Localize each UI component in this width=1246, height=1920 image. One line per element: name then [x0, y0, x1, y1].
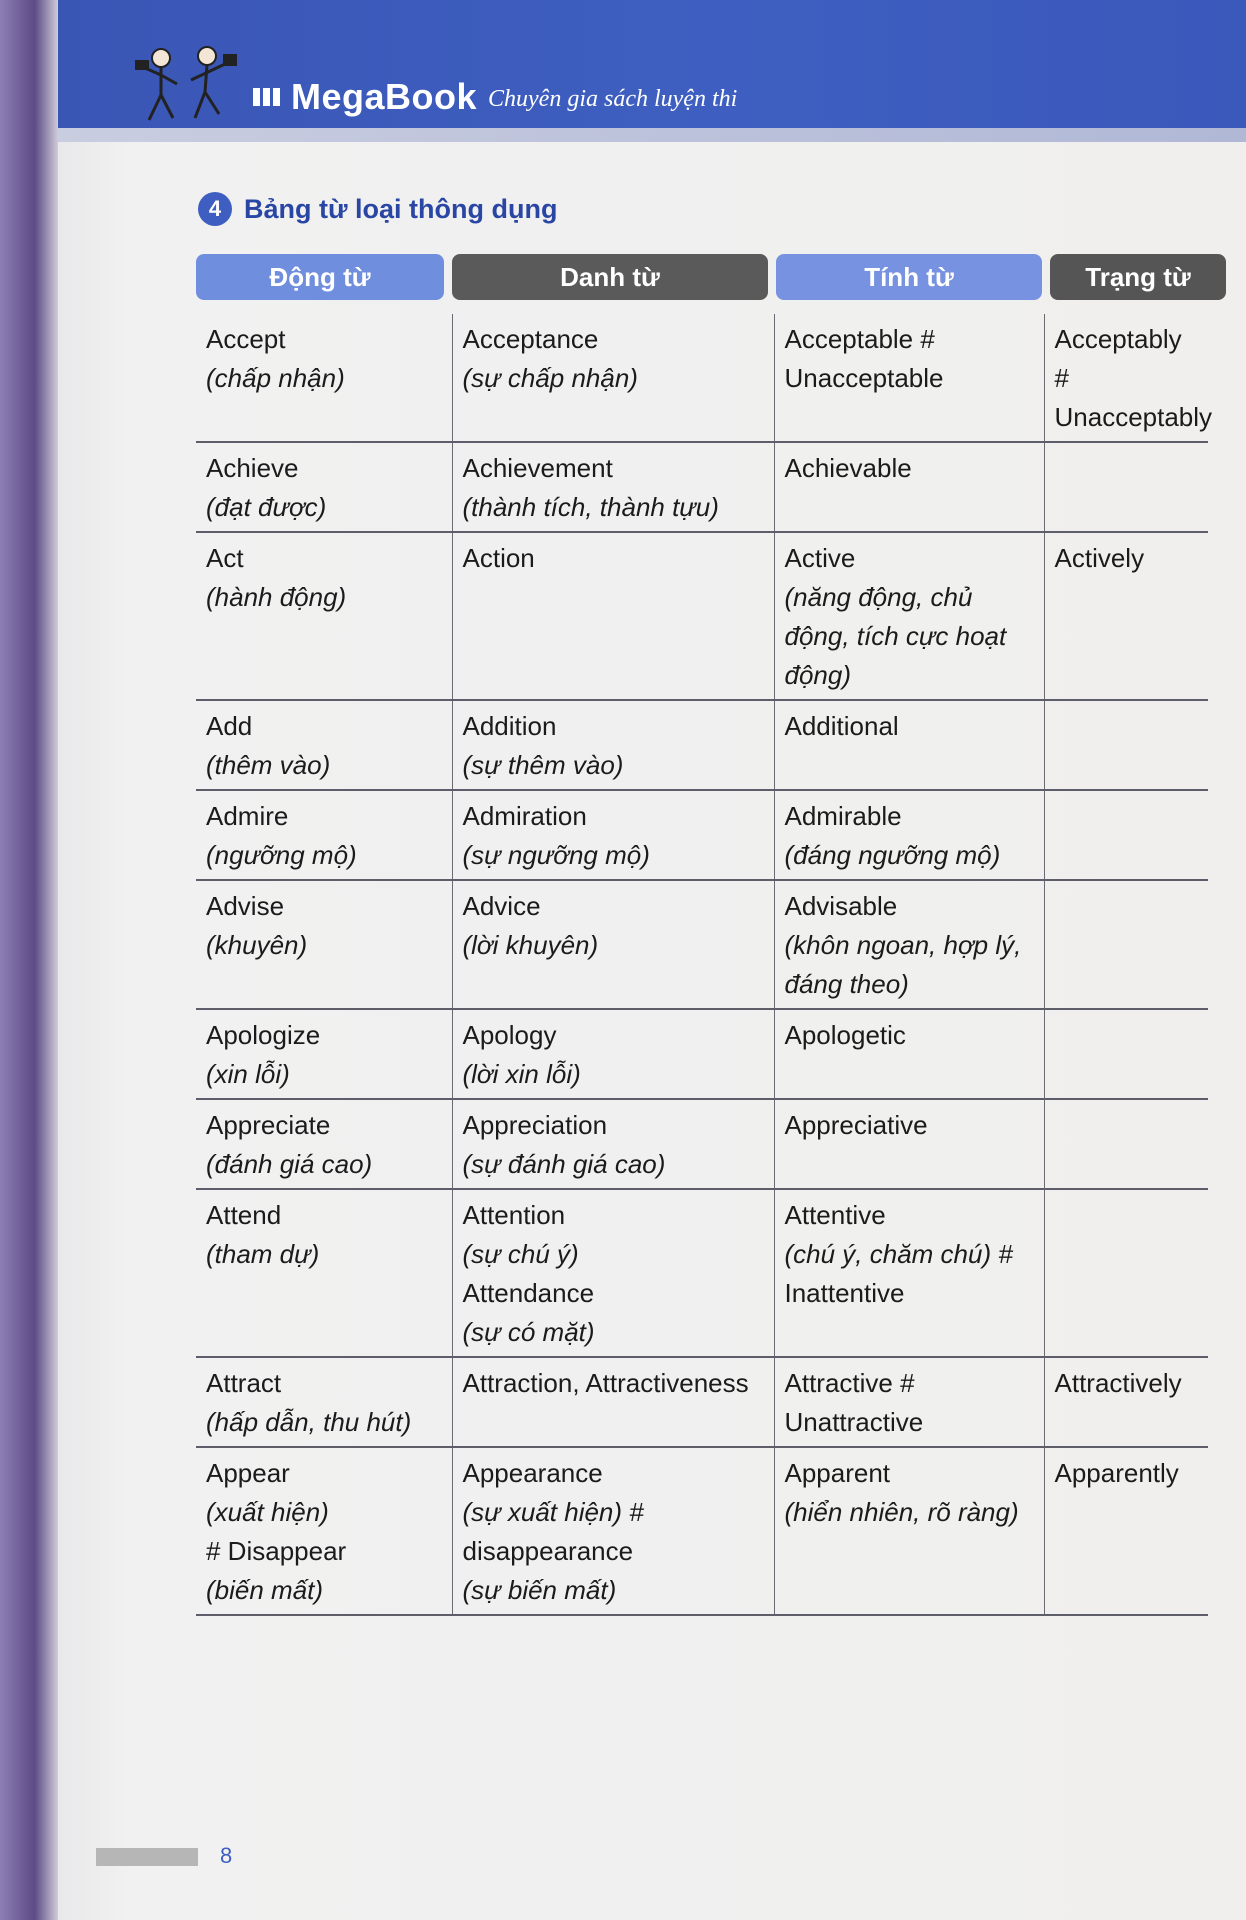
table-row [196, 1447, 1208, 1615]
cell-adj [774, 1099, 1044, 1189]
cell-noun [452, 1189, 774, 1357]
cell-verb [196, 314, 452, 442]
cell-adv [1044, 1099, 1208, 1189]
word-text: Appreciation [462, 1110, 608, 1140]
word-text: Unacceptable [784, 363, 944, 393]
cell-verb [196, 1189, 452, 1357]
table-row [196, 532, 1208, 700]
word-text: Additional [784, 711, 899, 741]
cell-adj [774, 314, 1044, 442]
meaning-text: (hiển nhiên, rõ ràng) [784, 1497, 1019, 1527]
meaning-text: (thành tích, thành tựu) [462, 492, 719, 522]
word-text: Appreciate [206, 1110, 331, 1140]
cell-noun [452, 1357, 774, 1447]
word-text: Apology [462, 1020, 557, 1050]
word-text: Appear [206, 1458, 290, 1488]
cell-adj [774, 1189, 1044, 1357]
cell-adj [774, 532, 1044, 700]
cell-adv [1044, 314, 1213, 442]
meaning-text: đáng theo) [784, 969, 909, 999]
cell-verb [196, 442, 452, 532]
word-text: Admire [206, 801, 289, 831]
meaning-text: (sự chấp nhận) [462, 363, 638, 393]
word-text: Appreciative [784, 1110, 928, 1140]
cell-adj [774, 880, 1044, 1009]
word-text: Acceptance [462, 324, 599, 354]
cell-verb [196, 1357, 452, 1447]
brand-tagline: Chuyên gia sách luyện thi [488, 86, 738, 112]
cell-verb [196, 790, 452, 880]
section-heading [198, 192, 558, 226]
cell-verb [196, 532, 452, 700]
word-text: Apparent [784, 1458, 891, 1488]
meaning-text: (hành động) [206, 582, 347, 612]
meaning-text: (chấp nhận) [206, 363, 345, 393]
word-text: Advise [206, 891, 285, 921]
word-text: Attractively [1054, 1368, 1182, 1398]
word-text: Attend [206, 1200, 282, 1230]
cell-adv [1044, 1447, 1208, 1615]
meaning-text: (xuất hiện) [206, 1497, 329, 1527]
cell-adj [774, 1447, 1044, 1615]
meaning-text: (xin lỗi) [206, 1059, 290, 1089]
meaning-text: (đáng ngưỡng mộ) [784, 840, 1001, 870]
page-number: 8 [220, 1843, 233, 1868]
cell-adj [774, 1009, 1044, 1099]
word-text: Attract [206, 1368, 282, 1398]
cell-adv [1044, 532, 1208, 700]
word-text: Admirable [784, 801, 902, 831]
word-text: Attraction, Attractiveness [462, 1368, 749, 1398]
meaning-text: (ngưỡng mộ) [206, 840, 357, 870]
word-text: Attention [462, 1200, 566, 1230]
cell-adj [774, 790, 1044, 880]
cell-noun [452, 1099, 774, 1189]
table-row [196, 880, 1208, 1009]
meaning-text: (biến mất) [206, 1575, 324, 1605]
banner-edge [58, 128, 1246, 142]
meaning-text: (sự có mặt) [462, 1317, 595, 1347]
cell-noun [452, 532, 774, 700]
word-text: Acceptable # [784, 324, 935, 354]
cell-adv [1044, 1189, 1208, 1357]
table-row [196, 1189, 1208, 1357]
word-text: Achievement [462, 453, 613, 483]
word-text: Accept [206, 324, 286, 354]
section-number-badge: 4 [198, 192, 232, 226]
word-text: Act [206, 543, 244, 573]
meaning-text: (sự xuất hiện) # [462, 1497, 644, 1527]
word-text: Inattentive [784, 1278, 905, 1308]
cell-adv [1044, 700, 1208, 790]
meaning-text: (khôn ngoan, hợp lý, [784, 930, 1022, 960]
word-text: Addition [462, 711, 557, 741]
cell-adv [1044, 880, 1208, 1009]
word-text: Advice [462, 891, 541, 921]
meaning-text: (năng động, chủ [784, 582, 973, 612]
table-row [196, 442, 1208, 532]
word-text: Acceptably # [1054, 324, 1182, 393]
meaning-text: (sự ngưỡng mộ) [462, 840, 650, 870]
cell-adj [774, 700, 1044, 790]
cell-adv [1044, 790, 1208, 880]
book-page [58, 0, 1246, 1920]
footer-bar [96, 1848, 198, 1866]
cell-verb [196, 1099, 452, 1189]
table-row [196, 1099, 1208, 1189]
meaning-text: (lời xin lỗi) [462, 1059, 581, 1089]
word-text: Attendance [462, 1278, 595, 1308]
word-text: disappearance [462, 1536, 634, 1566]
meaning-text: động, tích cực hoạt [784, 621, 1007, 651]
cell-verb [196, 1009, 452, 1099]
word-text: Admiration [462, 801, 587, 831]
word-form-table [196, 254, 1230, 1616]
word-text: Apologetic [784, 1020, 906, 1050]
meaning-text: (đạt được) [206, 492, 327, 522]
brand-logo [253, 76, 477, 118]
cell-noun [452, 1009, 774, 1099]
header-adjective: Tính từ [776, 254, 1042, 300]
word-text: Unattractive [784, 1407, 924, 1437]
meaning-text: (hấp dẫn, thu hút) [206, 1407, 412, 1437]
meaning-text: (sự đánh giá cao) [462, 1149, 666, 1179]
word-text: Unacceptably [1054, 402, 1213, 432]
cell-noun [452, 442, 774, 532]
header-noun: Danh từ [452, 254, 768, 300]
meaning-text: (lời khuyên) [462, 930, 599, 960]
word-text: Apparently [1054, 1458, 1179, 1488]
cell-noun [452, 700, 774, 790]
cell-verb [196, 1447, 452, 1615]
cell-adv [1044, 1357, 1208, 1447]
book-spine [0, 0, 58, 1920]
cell-adj [774, 442, 1044, 532]
word-text: Attractive # [784, 1368, 915, 1398]
word-text: Attentive [784, 1200, 886, 1230]
students-mascot-icon [133, 40, 243, 130]
cell-adj [774, 1357, 1044, 1447]
section-title: Bảng từ loại thông dụng [244, 193, 558, 224]
cell-verb [196, 700, 452, 790]
meaning-text: (chú ý, chăm chú) # [784, 1239, 1013, 1269]
cell-verb [196, 880, 452, 1009]
cell-noun [452, 790, 774, 880]
word-text: Active [784, 543, 856, 573]
header-verb: Động từ [196, 254, 444, 300]
word-text: Actively [1054, 543, 1145, 573]
cell-adv [1044, 1009, 1208, 1099]
word-text: Advisable [784, 891, 898, 921]
word-text: Achieve [206, 453, 299, 483]
meaning-text: (sự thêm vào) [462, 750, 624, 780]
table-row [196, 1009, 1208, 1099]
word-text: Achievable [784, 453, 912, 483]
word-text: Apologize [206, 1020, 321, 1050]
meaning-text: (sự chú ý) [462, 1239, 579, 1269]
cell-noun [452, 1447, 774, 1615]
meaning-text: (tham dự) [206, 1239, 320, 1269]
table-row [196, 790, 1208, 880]
meaning-text: (thêm vào) [206, 750, 331, 780]
word-text: Add [206, 711, 253, 741]
header-adverb: Trạng từ [1050, 254, 1226, 300]
table-body [196, 314, 1213, 1616]
table-row [196, 700, 1208, 790]
table-row [196, 1357, 1208, 1447]
word-text: # Disappear [206, 1536, 347, 1566]
table-row [196, 314, 1208, 442]
meaning-text: động) [784, 660, 851, 690]
cell-adv [1044, 442, 1208, 532]
word-text: Appearance [462, 1458, 603, 1488]
brand-name: MegaBook [291, 76, 478, 117]
meaning-text: (sự biến mất) [462, 1575, 617, 1605]
cell-noun [452, 880, 774, 1009]
cell-noun [452, 314, 774, 442]
table-header [196, 254, 1230, 300]
meaning-text: (đánh giá cao) [206, 1149, 373, 1179]
megabook-logo-icon [253, 86, 283, 108]
meaning-text: (khuyên) [206, 930, 308, 960]
word-text: Action [462, 543, 535, 573]
